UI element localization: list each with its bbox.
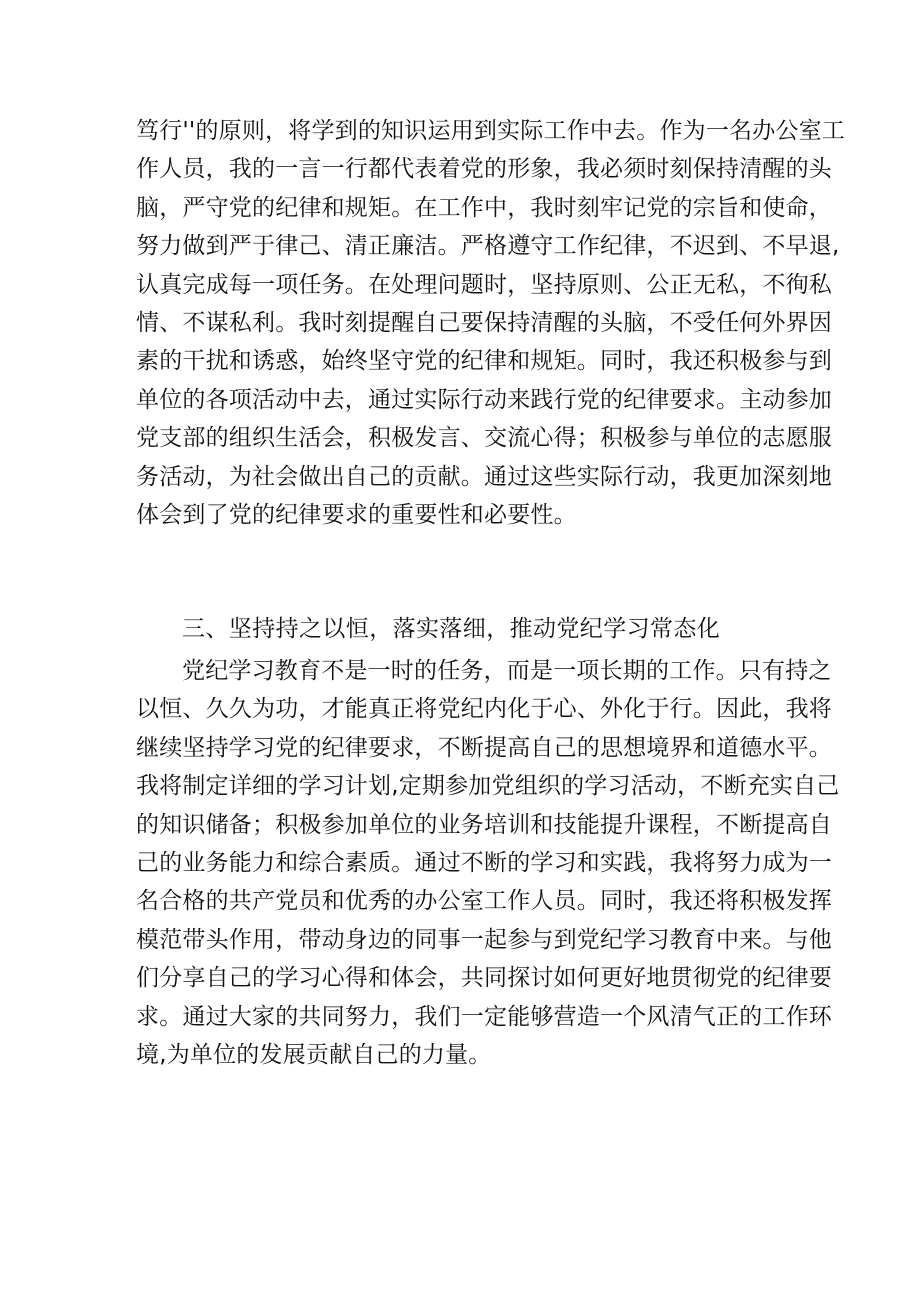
paragraph-line: 素的干扰和诱惑，始终坚守党的纪律和规矩。同时，我还积极参与到 — [136, 348, 832, 375]
paragraph-line: 继续坚持学习党的纪律要求，不断提高自己的思想境界和道德水平。 — [136, 734, 832, 761]
paragraph-line: 党纪学习教育不是一时的任务，而是一项长期的工作。只有持之 — [182, 658, 832, 684]
paragraph-line: 体会到了党的纪律要求的重要性和必要性。 — [136, 501, 577, 528]
paragraph-line: 单位的各项活动中去，通过实际行动来践行党的纪律要求。主动参加 — [136, 386, 832, 413]
paragraph-long-term-study — [136, 652, 840, 1074]
paragraph-line: 模范带头作用，带动身边的同事一起参与到党纪学习教育中来。与他 — [136, 926, 832, 953]
paragraph-line: 笃行''的原则，将学到的知识运用到实际工作中去。作为一名办公室工 — [136, 118, 846, 144]
paragraph-discipline-practice — [136, 112, 846, 534]
paragraph-line: 务活动，为社会做出自己的贡献。通过这些实际行动，我更加深刻地 — [136, 463, 832, 490]
paragraph-line: 己的业务能力和综合素质。通过不断的学习和实践，我将努力成为一 — [136, 849, 832, 876]
paragraph-line: 我将制定详细的学习计划,定期参加党组织的学习活动，不断充实自己 — [136, 773, 840, 800]
paragraph-line: 境,为单位的发展贡献自己的力量。 — [136, 1041, 492, 1068]
paragraph-line: 作人员，我的一言一行都代表着党的形象，我必须时刻保持清醒的头 — [136, 156, 832, 183]
paragraph-line: 求。通过大家的共同努力，我们一定能够营造一个风清气正的工作环 — [136, 1003, 832, 1030]
paragraph-line: 脑，严守党的纪律和规矩。在工作中，我时刻牢记党的宗旨和使命， — [136, 194, 832, 221]
paragraph-line: 努力做到严于律己、清正廉洁。严格遵守工作纪律，不迟到、不早退, — [136, 233, 840, 260]
paragraph-line: 认真完成每一项任务。在处理问题时，坚持原则、公正无私，不徇私 — [136, 271, 832, 298]
paragraph-line: 的知识储备；积极参加单位的业务培训和技能提升课程，不断提高自 — [136, 811, 832, 838]
section-heading: 三、坚持持之以恒，落实落细，推动党纪学习常态化 — [182, 616, 721, 642]
paragraph-line: 们分享自己的学习心得和体会，共同探讨如何更好地贯彻党的纪律要 — [136, 965, 832, 992]
paragraph-line: 名合格的共产党员和优秀的办公室工作人员。同时，我还将积极发挥 — [136, 888, 832, 915]
paragraph-line: 党支部的组织生活会，积极发言、交流心得；积极参与单位的志愿服 — [136, 425, 832, 452]
paragraph-line: 情、不谋私利。我时刻提醒自己要保持清醒的头脑，不受任何外界因 — [136, 309, 832, 336]
paragraph-line: 以恒、久久为功，才能真正将党纪内化于心、外化于行。因此，我将 — [136, 696, 832, 723]
